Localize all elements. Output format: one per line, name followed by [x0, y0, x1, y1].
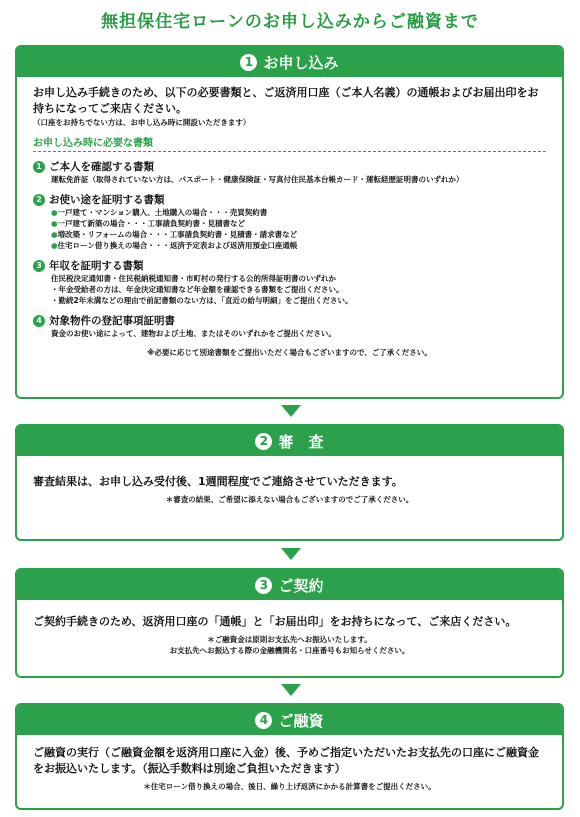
step2-card — [15, 424, 564, 541]
list-item: 住民税決定通知書・住民税納税通知書・市町村の発行する公的所得証明書のいずれか — [51, 274, 336, 283]
step2-lead: 審査結果は、お申し込み受付後、1週間程度でご連絡させていただきます。 — [33, 475, 403, 488]
step1-heading: お申し込み — [263, 53, 339, 72]
doc-property-title: 対象物件の登記事項証明書 — [49, 315, 175, 327]
doc-identity-text: 運転免許証（取得されていない方は、パスポート・健康保険証・写真付住民基本台帳カード・運転経歴証明書のいずれか） — [51, 175, 464, 184]
step1-body — [17, 77, 562, 366]
arrow-down-icon — [281, 548, 301, 560]
step4-lead: ご融資の実行（ご融資金額を返済用口座に入金）後、予めご指定いただいたお支払先の口座にご融資金をお振込いたします。（振込手数料は別途ご負担いただきます） — [33, 746, 539, 775]
doc-property-text: 資金のお使い途によって、建物および土地、またはそのいずれかをご提出ください。 — [51, 329, 336, 338]
step-number-badge: 3 — [255, 577, 272, 594]
step4-note: ＊住宅ローン借り換えの場合、後日、繰り上げ返済にかかる計算書をご提出ください。 — [143, 782, 436, 791]
step3-card — [15, 568, 564, 678]
step2-note: ＊審査の結果、ご希望に添えない場合もございますのでご了承ください。 — [165, 495, 414, 504]
list-item: ●一戸建て新築の場合・・・工事請負契約書・見積書など — [51, 219, 246, 228]
step3-lead: ご契約手続きのため、返済用口座の「通帳」と「お届出印」をお持ちになって、ご来店ください。 — [33, 615, 517, 628]
bullet-icon: ● — [51, 208, 58, 217]
step4-header — [17, 705, 562, 735]
page-title: 無担保住宅ローンのお申し込みからご融資まで — [101, 12, 479, 32]
doc-income — [33, 258, 546, 306]
step1-header — [17, 47, 562, 77]
doc-identity — [33, 159, 546, 185]
doc-income-title: 年収を証明する書類 — [49, 260, 144, 272]
list-item: ●一戸建て・マンション購入、土地購入の場合・・・売買契約書 — [51, 208, 268, 217]
step2-heading: 審 査 — [278, 432, 324, 451]
step2-header — [17, 426, 562, 456]
list-item: ●住宅ローン借り換えの場合・・・返済予定表および返済用預金口座通帳 — [51, 241, 298, 250]
arrow-down-icon — [281, 405, 301, 417]
bullet-icon: ● — [51, 219, 58, 228]
step4-card — [15, 703, 564, 810]
step3-note-1: ＊ご融資金は原則お支払先へお振込いたします。 — [207, 635, 372, 644]
step1-lead-note: （口座をお持ちでない方は、お申し込み時に開設いただきます） — [33, 118, 251, 127]
number-4-icon: 4 — [33, 315, 45, 327]
step4-body — [17, 735, 562, 800]
required-docs-heading: お申し込み時に必要な書類 — [33, 134, 546, 152]
step4-heading: ご融資 — [278, 711, 324, 730]
step3-body — [17, 600, 562, 664]
step1-card — [15, 45, 564, 399]
step3-heading: ご契約 — [278, 576, 324, 595]
arrow-down-icon — [281, 684, 301, 696]
step-number-badge: 2 — [255, 433, 272, 450]
number-1-icon: 1 — [33, 161, 45, 173]
number-3-icon: 3 — [33, 260, 45, 272]
list-item: ・年金受給者の方は、年金決定通知書など年金額を確認できる書類をご提出ください。 — [51, 285, 344, 294]
doc-usage — [33, 192, 546, 251]
doc-property — [33, 313, 546, 339]
bullet-icon: ● — [51, 241, 58, 250]
step3-note-2: お支払先へお振込する際の金融機関名・口座番号もお知らせください。 — [169, 646, 410, 655]
step3-header — [17, 570, 562, 600]
bullet-icon: ● — [51, 230, 58, 239]
number-2-icon: 2 — [33, 194, 45, 206]
doc-usage-title: お使い途を証明する書類 — [49, 194, 165, 206]
list-item: ・勤続2年未満などの理由で前記書類のない方は、「直近の給与明細」をご提出ください。 — [51, 296, 353, 305]
list-item: ●増改築・リフォームの場合・・・工事請負契約書・見積書・請求書など — [51, 230, 298, 239]
step1-note: ※必要に応じて別途書類をご提出いただく場合もございますので、ご了承ください。 — [147, 348, 432, 357]
doc-identity-title: ご本人を確認する書類 — [49, 161, 154, 173]
step-number-badge: 4 — [255, 712, 272, 729]
step-number-badge: 1 — [240, 54, 257, 71]
step1-lead: お申し込み手続きのため、以下の必要書類と、ご返済用口座（ご本人名義）の通帳およびお届出印をお持ちになってご来店ください。 — [33, 86, 539, 115]
step2-body — [17, 456, 562, 513]
